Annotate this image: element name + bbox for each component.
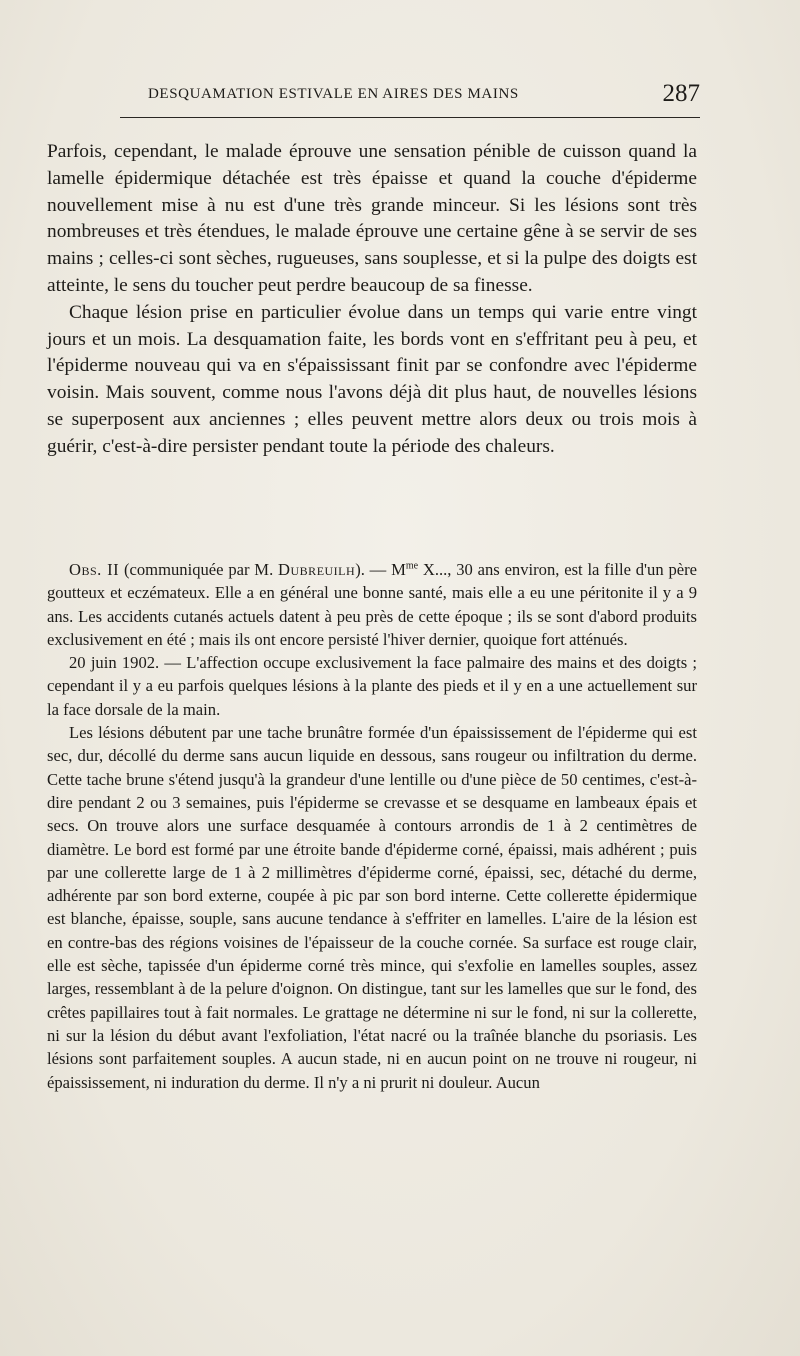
- running-head: [148, 80, 700, 108]
- running-title: DESQUAMATION ESTIVALE EN AIRES DES MAINS: [148, 86, 519, 102]
- observation-label: Obs. II: [69, 560, 120, 579]
- observation-paragraph: Les lésions débutent par une tache brunâtre formée d'un épaississement de l'épiderme qui est sec, dur, décollé du derme sans aucun liquide en dessous, sans rougeur ou infiltration du derme. Cette tache brune s'étend jusqu'à la grandeur d'une lentille ou d'une pièce de 50 centimes, c'est-à-dire pendant 2 ou 3 semaines, puis l'épiderme se crevasse et se desquame en lambeaux épais et secs. On trouve alors une surface desquamée à contours arrondis de 1 à 2 centimètres de diamètre. Le bord est formé par une étroite bande d'épiderme corné, épaissi, mais adhérent ; puis par une collerette large de 1 à 2 millimètres d'épiderme corné, épaissi, sec, détaché du derme, adhérente par son bord externe, coupée à pic par son bord interne. Cette collerette épidermique est blanche, épaisse, souple, sans aucune tendance à s'effriter en lamelles. L'aire de la lésion est en contre-bas des régions voisines de l'épaisseur de la couche cornée. Sa surface est rouge clair, elle est sèche, tapissée d'un épiderme corné très mince, qui s'exfolie en lamelles souples, assez larges, ressemblant à de la pelure d'oignon. On distingue, tant sur les lamelles que sur le fond, des crêtes papillaires tout à fait normales. Le grattage ne détermine ni sur le fond, ni sur la collerette, ni sur la lésion du début avant l'exfoliation, l'état nacré ou la traînée blanche du psoriasis. Les lésions sont parfaitement souples. A aucun stade, ni en aucun point on ne trouve ni rougeur, ni épaississement, ni induration du derme. Il n'y a ni prurit ni douleur. Aucun: [47, 723, 697, 1092]
- observation-communicated: (communiquée par M.: [123, 560, 274, 579]
- header-rule: [120, 117, 700, 118]
- page-number: 287: [662, 80, 700, 107]
- observation-after-author: ). —: [355, 560, 387, 579]
- observation-block: [47, 558, 697, 1094]
- observation-author: Dubreuilh: [278, 560, 356, 579]
- paragraph: Parfois, cependant, le malade éprouve une sensation pénible de cuisson quand la lamelle épidermique détachée est très épaisse et quand la couche d'épiderme nouvellement mise à nu est d'une très grande minceur. Si les lésions sont très nombreuses et très étendues, le malade éprouve une certaine gêne à se servir de ses mains ; celles-ci sont sèches, rugueuses, sans souplesse, et si la pulpe des doigts est atteinte, le sens du toucher peut perdre beaucoup de sa finesse.: [47, 141, 697, 296]
- observation-paragraph: 20 juin 1902. — L'affection occupe exclusivement la face palmaire des mains et des doigts ; cependant il y a eu parfois quelques lésions à la plante des pieds et il y en a une actuellement sur la face dorsale de la main.: [47, 653, 697, 719]
- main-text: [47, 139, 697, 461]
- patient-title: M: [391, 560, 406, 579]
- patient-title-sup: me: [405, 560, 419, 572]
- observation-text: X..., 30 ans environ, est la fille d'un père goutteux et eczémateux. Elle a en général une bonne santé, mais elle a eu une péritonite il y a 9 ans. Les accidents cutanés actuels datent à peu près de cette époque ; ils se sont d'abord produits exclusivement en été ; mais ils ont encore persisté l'hiver dernier, quoique fort atténués.: [47, 560, 697, 649]
- paragraph: Chaque lésion prise en particulier évolue dans un temps qui varie entre vingt jours et un mois. La desquamation faite, les bords vont en s'effritant peu à peu, et l'épiderme nouveau qui va en s'épaississant finit par se confondre avec l'épiderme voisin. Mais souvent, comme nous l'avons déjà dit plus haut, de nouvelles lésions se superposent aux anciennes ; elles peuvent mettre alors deux ou trois mois à guérir, c'est-à-dire persister pendant toute la période des chaleurs.: [47, 301, 697, 457]
- observation-paragraph: [47, 558, 697, 651]
